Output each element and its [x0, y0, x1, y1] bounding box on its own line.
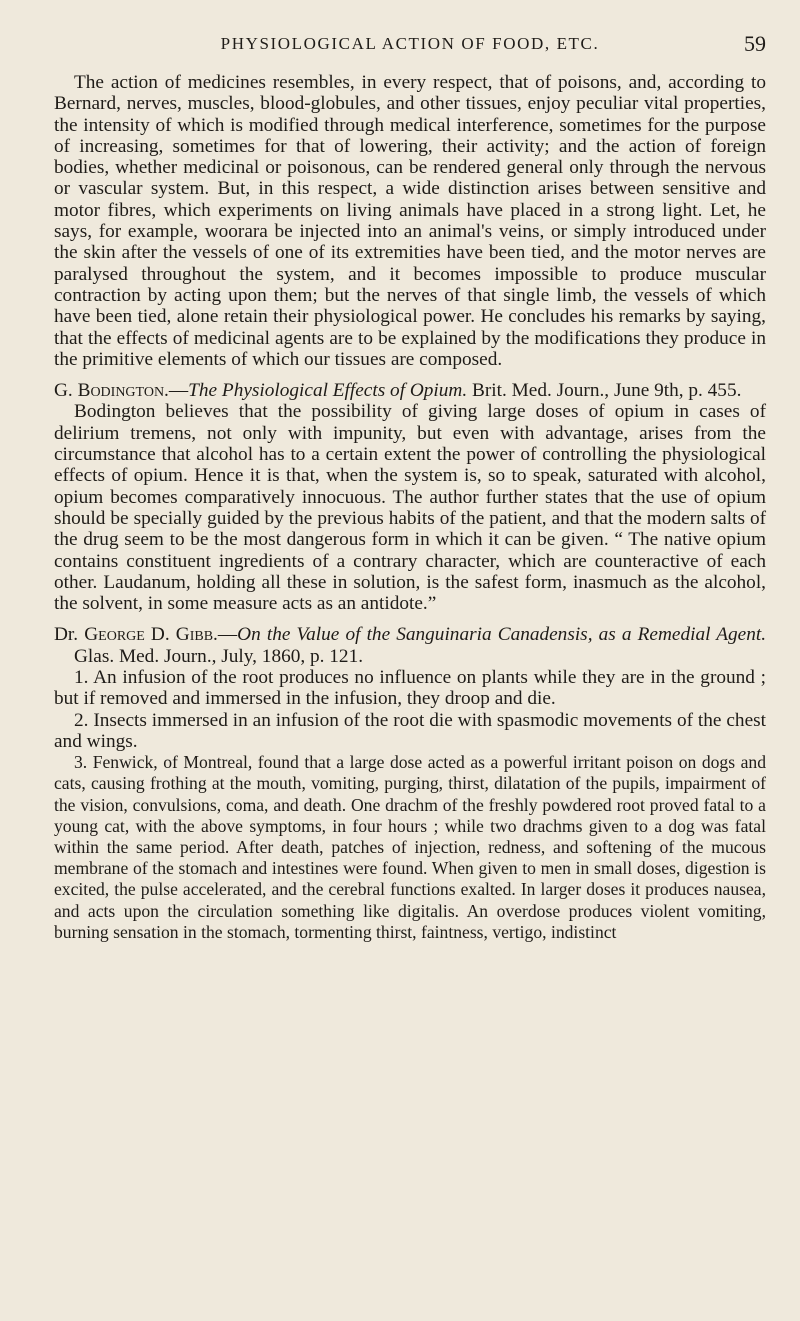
gibb-title: On the Value of the Sanguinaria Canadensis, as a Remedial Agent. [237, 624, 767, 646]
page-number: 59 [744, 31, 766, 56]
running-title: PHYSIOLOGICAL ACTION OF FOOD, ETC. [220, 34, 600, 53]
page-header [54, 31, 766, 64]
bodington-summary: Bodington believes that the possibility of giving large doses of opium in cases of delirium tremens, not only with impunity, but even with advantage, arises from the circumstance that alcohol has to a certain extent the power of controlling the physiological effects of opium. Hence it is that, when the system is, so to speak, saturated with alcohol, opium becomes comparatively innocuous. The author further states that the use of opium should be specially guided by the previous habits of the patient, and that the modern salts of the drug seem to be the most dangerous form in which it can be given. “ The native opium contains constituent ingredients of a contrary character, which are counteractive of each other. Laudanum, holding all these in solution, is the safest form, inasmuch as the alcohol, the solvent, in some measure acts as an antidote.” [54, 401, 766, 615]
gibb-reference: Dr. George D. Gibb.—On the Value of the Sanguinaria Canadensis, as a Remedial Agent. Glas. Med. Journ., July, 1860, p. 121. [54, 624, 767, 667]
bodington-citation: Brit. Med. Journ., June 9th, p. 455. [472, 380, 742, 402]
bodington-initial: G. [54, 380, 73, 402]
bodington-reference: G. Bodington.—The Physiological Effects of Opium. Brit. Med. Journ., June 9th, p. 455. [54, 380, 742, 402]
bodington-author: Bodington. [77, 380, 169, 402]
gibb-prefix: Dr. [54, 624, 79, 646]
bernard-paragraph: The action of medicines resembles, in every respect, that of poisons, and, according to Bernard, nerves, muscles, blood-globules, and other tissues, enjoy peculiar vital properties, the intensity of which is modified through medical interference, sometimes for the purpose of increasing, sometimes for that of lowering, their activity; and the action of foreign bodies, whether medicinal or poisonous, can be rendered general only through the nervous or vascular system. But, in this respect, a wide distinction arises between sensitive and motor fibres, which experiments on living animals have placed in a strong light. Let, he says, for example, woorara be injected into an animal's veins, or simply introduced under the skin after the vessels of one of its extremities have been tied, and the motor nerves are paralysed throughout the system, and it becomes impossible to produce muscular contraction by acting upon them; but the nerves of that single limb, the vessels of which have been tied, alone retain their physiological power. He concludes his remarks by saying, that the effects of medicinal agents are to be explained by the modifications they produce in the primitive elements of which our tissues are composed. [54, 72, 766, 370]
gibb-point-1: 1. An infusion of the root produces no influence on plants while they are in the ground ; but if removed and immersed in the infusion, they droop and die. [54, 667, 766, 710]
gibb-citation: Glas. Med. Journ., July, 1860, p. 121. [74, 645, 364, 667]
gibb-point-3: 3. Fenwick, of Montreal, found that a large dose acted as a powerful irritant poison on dogs and cats, causing frothing at the mouth, vomiting, purging, thirst, dilatation of the pupils, impairment of the vision, convulsions, coma, and death. One drachm of the freshly powdered root proved fatal to a young cat, with the above symptoms, in four hours ; while two drachms given to a dog was fatal within the same period. After death, patches of injection, redness, and softening of the mucous membrane of the stomach and intestines were found. When given to men in small doses, digestion is excited, the pulse accelerated, and the cerebral functions exalted. In larger doses it produces nausea, and acts upon the circulation something like digitalis. An overdose produces violent vomiting, burning sensation in the stomach, tormenting thirst, faintness, vertigo, indistinct [54, 752, 766, 942]
gibb-point-2: 2. Insects immersed in an infusion of the root die with spasmodic movements of the chest and wings. [54, 709, 766, 752]
bodington-title: The Physiological Effects of Opium. [188, 380, 468, 402]
gibb-author: George D. Gibb. [84, 624, 218, 646]
page-body [54, 72, 766, 943]
